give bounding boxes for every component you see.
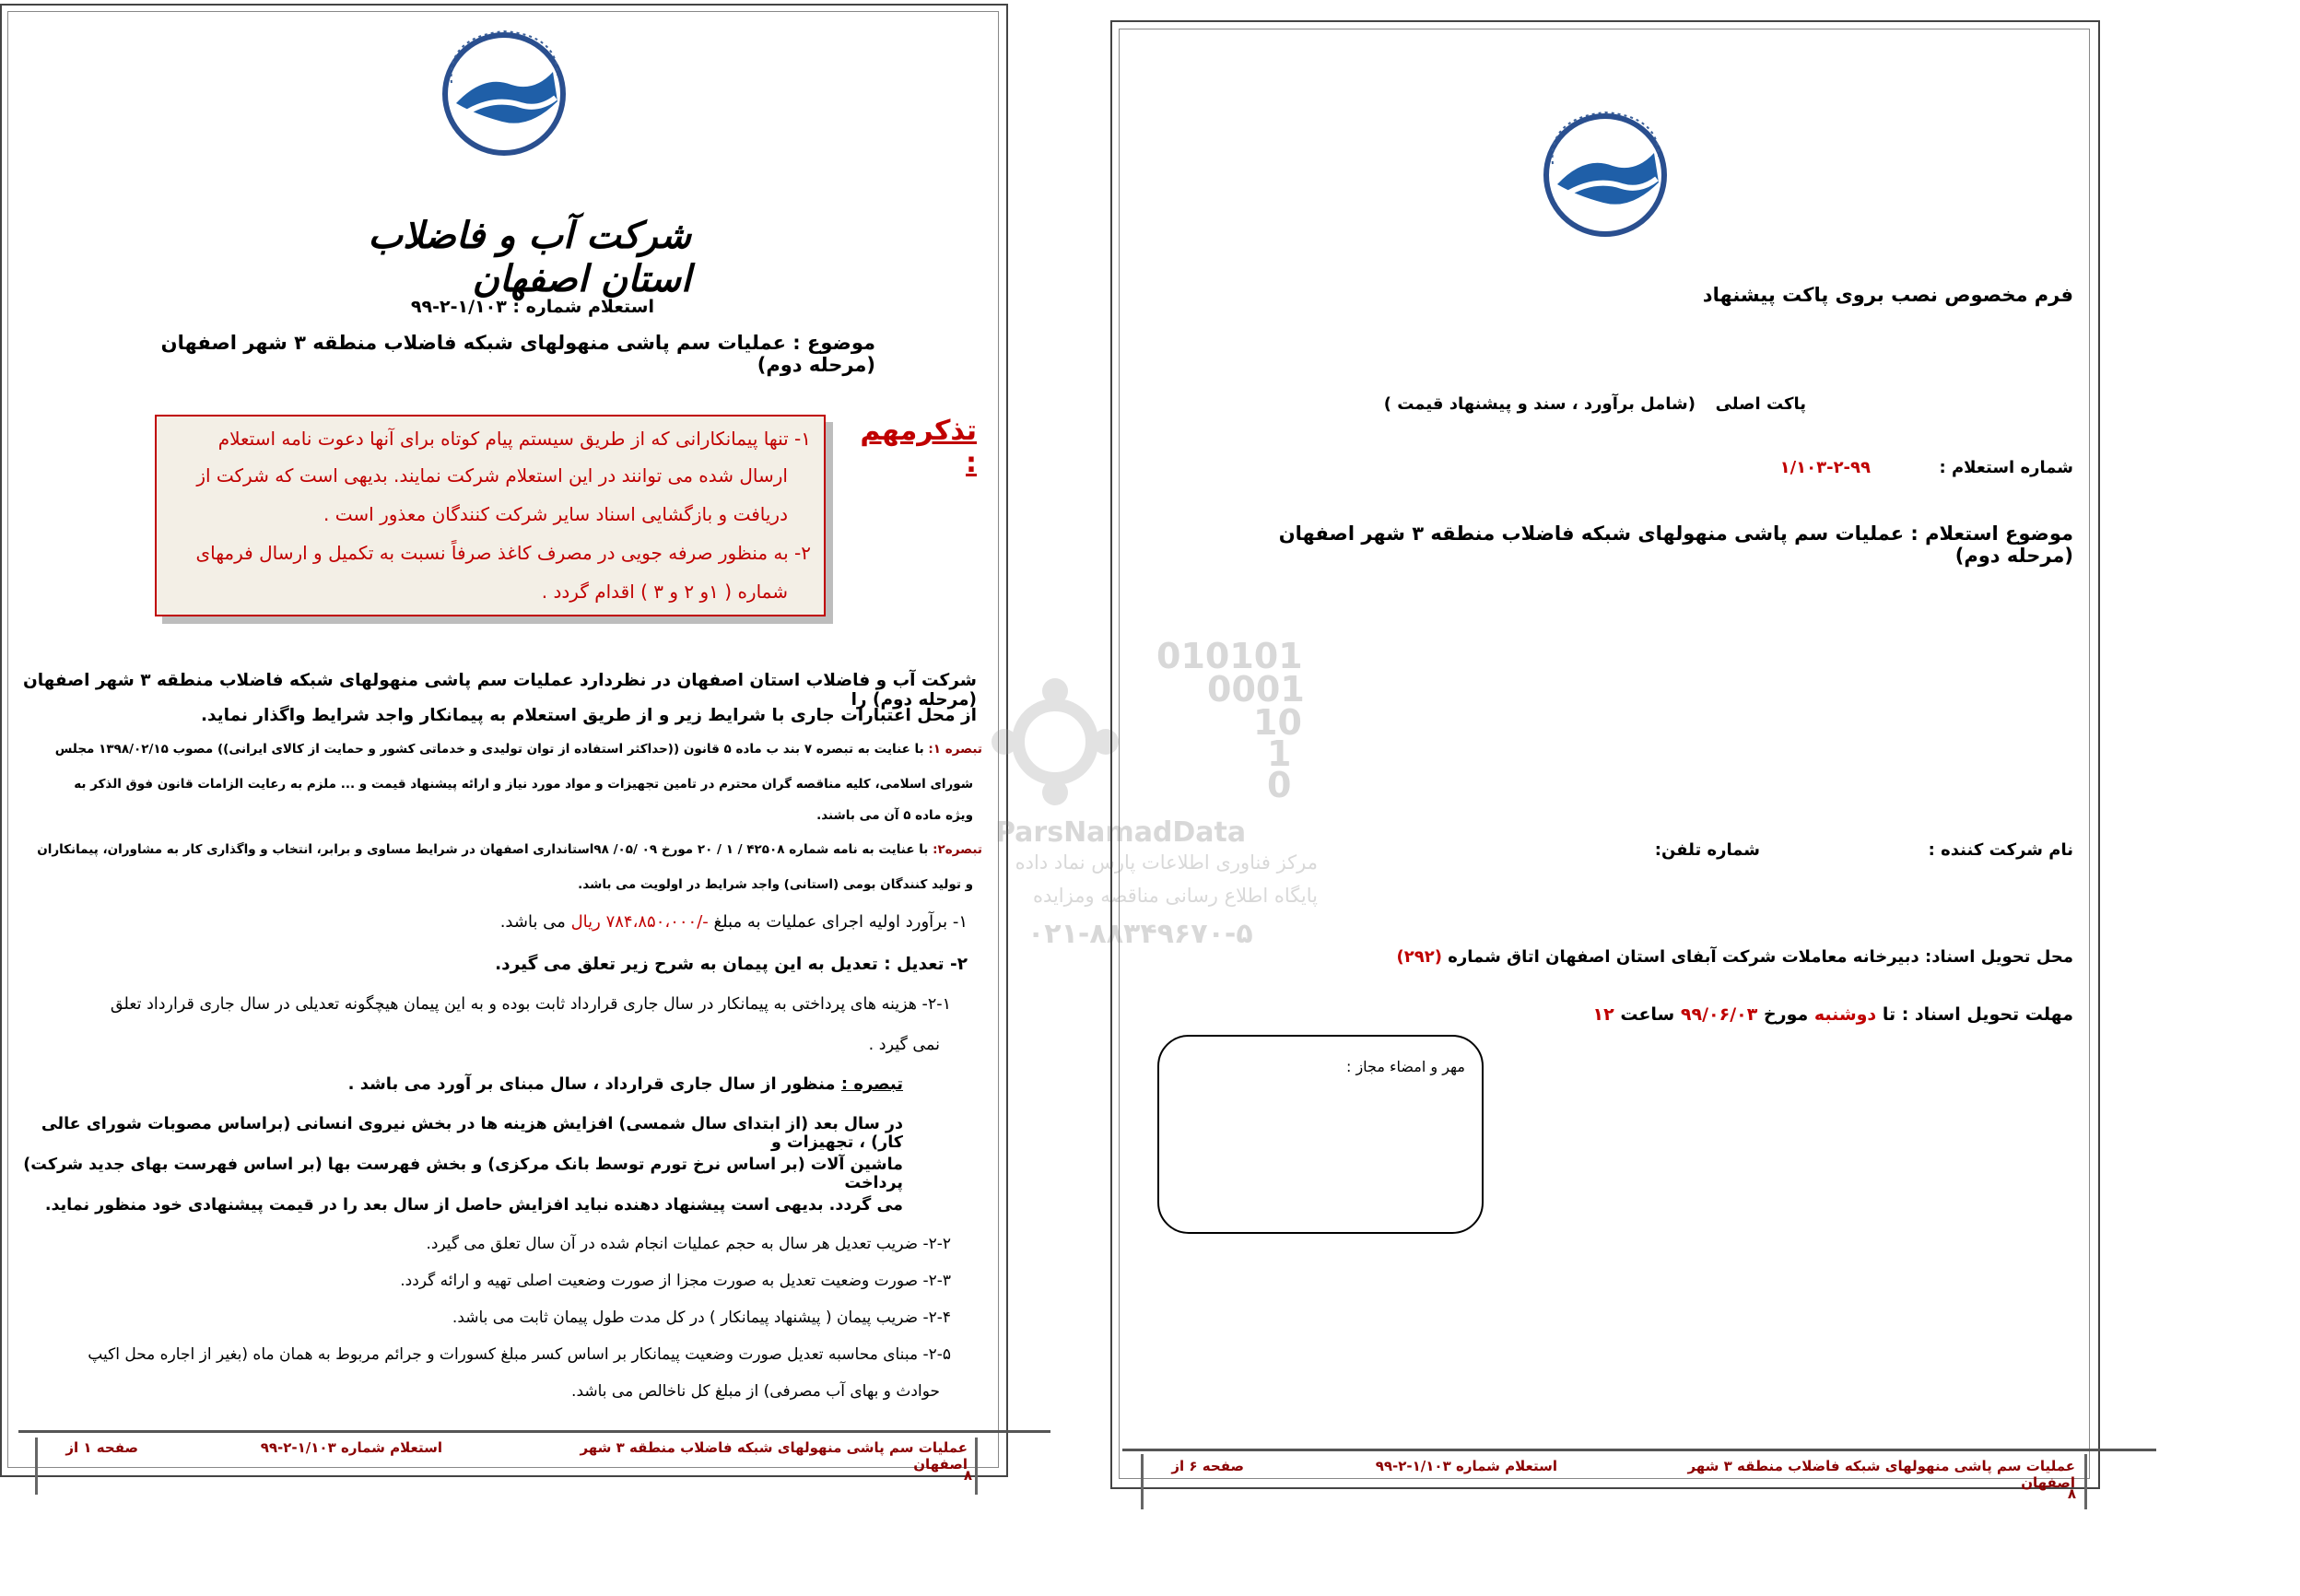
note-1-label: تبصره ۱:: [928, 742, 982, 757]
item-2-4: ۲-۴- ضریب پیمان ( پیشنهاد پیمانکار ) در کل مدت طول پیمان ثابت می باشد.: [452, 1308, 951, 1327]
company-logo-icon: [419, 18, 590, 157]
watermark-binary-4: 1: [1267, 733, 1292, 774]
item-1: [18, 912, 968, 932]
right-footer-tick-right: [2084, 1454, 2087, 1509]
delivery-room: (۲۹۲): [1396, 947, 1442, 967]
item-2-3: ۲-۳- صورت وضعیت تعدیل به صورت مجزا از صورت وضعیت اصلی تهیه و ارائه گردد.: [400, 1272, 951, 1290]
company-logo-icon-right: [1522, 100, 1688, 238]
deadline-day: دوشنبه: [1813, 1004, 1877, 1025]
para-line-3: می گردد. بدیهی است پیشنهاد دهنده نباید افزایش حاصل از سال بعد را در قیمت پیشنهادی خود منظور نماید.: [44, 1196, 903, 1215]
watermark-binary-2: 0001: [1207, 669, 1305, 710]
left-footer-total: ۸: [963, 1467, 972, 1484]
right-footer-page: صفحه ۶ از: [1171, 1458, 1244, 1474]
note-1-line-2: شورای اسلامی، کلیه مناقصه گران محترم در تامین تجهیزات و مواد مورد نیاز و ارائه پیشنهاد قیمت و ... ملزم به رعایت الزامات قانون فوق الذکر به: [74, 777, 973, 792]
watermark-binary-3: 10: [1253, 702, 1302, 743]
item-1-amount: -/۷۸۴،۸۵۰،۰۰۰ ریال: [570, 912, 709, 932]
right-page-inner-frame: [1119, 29, 2090, 1479]
left-footer-inquiry: استعلام شماره ۱/۱۰۳-۲-۹۹: [260, 1439, 442, 1456]
form-title: فرم مخصوص نصب بروی پاکت پیشنهاد: [1702, 284, 2073, 306]
note-2-text: با عنایت به نامه شماره ۴۲۵۰۸ / ۱ / ۲۰ مورخ ۰۹ /۰۵/ ۹۸استانداری اصفهان در شرایط مساوی و برابر، انتخاب و واگذاری کار به مشاوران، پیمانکاران: [37, 842, 929, 857]
left-footer-tick-left: [35, 1438, 38, 1495]
delivery-place-text: محل تحویل اسناد: دبیرخانه معاملات شرکت آبفای استان اصفهان اتاق شماره: [1448, 947, 2073, 967]
note-3-label: تبصره :: [840, 1074, 903, 1094]
deadline-hour-label: ساعت: [1620, 1004, 1675, 1025]
delivery-place: [1345, 947, 2073, 967]
note-2-label: تبصره۲:: [933, 842, 982, 857]
phone-label: شماره تلفن:: [1654, 840, 1760, 860]
left-footer-tick-right: [975, 1438, 978, 1495]
item-2-1-line-1: ۲-۱- هزینه های پرداختی به پیمانکار در سال جاری قرارداد ثابت بوده و به این پیمان هیچگونه تعدیلی در سال جاری قرارداد تعلق: [110, 995, 951, 1014]
reminder-line-4: ۲- به منظور صرفه جویی در مصرف کاغذ صرفاً نسبت به تکمیل و ارسال فرمهای: [195, 542, 811, 564]
right-inquiry-label: شماره استعلام :: [1939, 458, 2073, 477]
watermark-binary-5: 0: [1267, 765, 1292, 805]
right-footer-total: ۸: [2067, 1485, 2076, 1502]
left-footer-rule: [18, 1430, 1050, 1433]
right-inquiry-value: ۱/۱۰۳-۲-۹۹: [1779, 458, 1871, 477]
packet-description: (شامل برآورد ، سند و پیشنهاد قیمت ): [1383, 394, 1696, 414]
item-2-5-line-2: حوادث و بهای آب مصرفی) از مبلغ کل ناخالص می باشد.: [571, 1382, 940, 1401]
item-2-title: ۲- تعدیل : تعدیل به این پیمان به شرح زیر تعلق می گیرد.: [495, 955, 968, 974]
watermark-phone: ۰۲۱-۸۸۳۴۹۶۷۰-۵: [1027, 918, 1253, 950]
watermark-binary-1: 010101: [1156, 636, 1303, 676]
reminder-line-3: دریافت و بازگشایی اسناد سایر شرکت کنندگان معذور است .: [323, 503, 788, 525]
deadline-mid: مورخ: [1763, 1004, 1809, 1025]
note-2: [9, 842, 982, 857]
watermark-brand: ParsNamadData: [995, 816, 1247, 849]
inquiry-number: استعلام شماره : ۱/۱۰۳-۲-۹۹: [410, 297, 654, 317]
item-2-5-line-1: ۲-۵- مبنای محاسبه تعدیل صورت وضعیت پیمانکار بر اساس کسر مبلغ کسورات و جرائم مربوط به همان ماه (بغیر از اجاره محل اکیپ: [88, 1345, 951, 1364]
reminder-line-5: شماره ( ۱و ۲ و ۳ ) اقدام گردد .: [541, 581, 788, 603]
deadline-hour: ۱۲: [1592, 1004, 1614, 1025]
deadline-prefix: مهلت تحویل اسناد : تا: [1882, 1004, 2073, 1025]
para-line-2: ماشین آلات (بر اساس نرخ تورم توسط بانک مرکزی) و بخش فهرست بها (بر اساس فهرست بهای جدید شرکت) پرداخت: [23, 1156, 903, 1192]
note-1-line-3: ویژه ماده ۵ آن می باشند.: [816, 808, 973, 823]
subject-line: موضوع : عملیات سم پاشی منهولهای شبکه فاضلاب منطقه ۳ شهر اصفهان (مرحله دوم): [160, 332, 875, 376]
item-2-2: ۲-۲- ضریب تعدیل هر سال به حجم عملیات انجام شده در آن سال تعلق می گیرد.: [426, 1235, 951, 1253]
note-2-line-2: و تولید کنندگان بومی (استانی) واجد شرایط در اولویت می باشد.: [578, 877, 973, 892]
item-2-1-line-2: نمی گیرد .: [868, 1036, 940, 1054]
right-footer-inquiry: استعلام شماره ۱/۱۰۳-۲-۹۹: [1375, 1458, 1557, 1474]
deadline-date: ۹۹/۰۶/۰۳: [1680, 1004, 1758, 1025]
company-name-label: نام شرکت کننده :: [1928, 840, 2073, 860]
packet-label: پاکت اصلی: [1715, 394, 1806, 414]
reminder-line-1: ۱- تنها پیمانکارانی که از طریق سیستم پیام کوتاه برای آنها دعوت نامه استعلام: [217, 428, 811, 450]
right-subject-line: موضوع استعلام : عملیات سم پاشی منهولهای شبکه فاضلاب منطقه ۳ شهر اصفهان (مرحله دوم): [1278, 522, 2073, 567]
intro-line-2: از محل اعتبارات جاری با شرایط زیر و از طریق استعلام به پیمانکار واجد شرایط واگذار نماید.: [200, 706, 977, 725]
note-3: [18, 1074, 903, 1094]
right-footer-tick-left: [1141, 1454, 1144, 1509]
note-3-text: منظور از سال جاری قرارداد ، سال مبنای بر آورد می باشد .: [347, 1074, 836, 1094]
stamp-label: مهر و امضاء مجاز :: [1345, 1058, 1465, 1075]
right-footer-subject: عملیات سم پاشی منهولهای شبکه فاضلاب منطقه ۳ شهر اصفهان: [1687, 1458, 2075, 1491]
intro-line-1: شرکت آب و فاضلاب استان اصفهان در نظردارد عملیات سم پاشی منهولهای شبکه فاضلاب منطقه ۳ شهر اصفهان (مرحله دوم) را: [22, 671, 977, 710]
item-1-prefix: ۱- برآورد اولیه اجرای عملیات به مبلغ: [713, 912, 968, 932]
item-1-suffix: می باشد.: [499, 912, 566, 932]
watermark-logo: [986, 673, 1124, 811]
para-line-1: در سال بعد (از ابتدای سال شمسی) افزایش هزینه ها در بخش نیروی انسانی (براساس مصوبات شورای عالی کار) ، تجهیزات و: [41, 1115, 903, 1152]
watermark-line-1: مرکز فناوری اطلاعات پارس نماد داده: [1015, 851, 1318, 874]
watermark-line-2: پایگاه اطلاع رسانی مناقصه ومزایده: [1032, 885, 1318, 907]
note-1: [9, 742, 982, 757]
right-footer-rule: [1122, 1449, 2156, 1451]
note-1-text: با عنایت به تبصره ۷ بند ب ماده ۵ قانون ((حداکثر استفاده از توان تولیدی و خدماتی کشور و حمایت از کالای ایرانی)) مصوب ۱۳۹۸/۰۲/۱۵ مجلس: [54, 742, 924, 757]
left-footer-subject: عملیات سم پاشی منهولهای شبکه فاضلاب منطقه ۳ شهر اصفهان: [580, 1439, 968, 1473]
company-title: شرکت آب و فاضلاب استان اصفهان: [368, 214, 691, 300]
left-footer-page: صفحه ۱ از: [65, 1439, 138, 1456]
reminder-line-2: ارسال شده می توانند در این استعلام شرکت نمایند. بدیهی است که شرکت از: [196, 464, 788, 487]
delivery-deadline: [1382, 1004, 2073, 1025]
reminder-title: تذکرمهم :: [860, 415, 977, 479]
